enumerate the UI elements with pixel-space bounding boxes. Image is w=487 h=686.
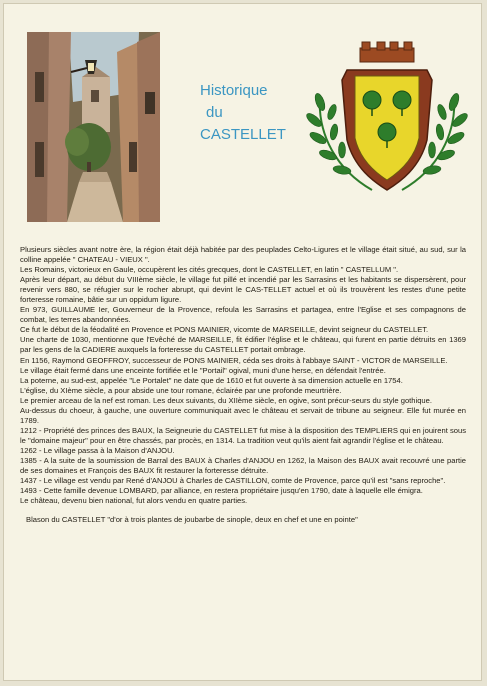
paragraph: 1493 - Cette famille devenue LOMBARD, par alliance, en restera propriétaire jusqu'en 1790, date à laquelle elle émigra. <box>20 486 423 496</box>
title-line-3: CASTELLET <box>200 126 286 143</box>
paragraph: Les Romains, victorieux en Gaule, occupèrent les cités grecques, dont le CASTELLET, en latin " CASTELLUM ". <box>20 265 399 275</box>
paragraph: 1437 - Le village est vendu par René d'ANJOU à Charles de CASTILLON, comte de Provence, parce qu'il est "sans reproche". <box>20 476 446 486</box>
paragraph: Plusieurs siècles avant notre ère, la région était déjà habitée par des peuplades Celto-Ligures et le village était situé, au sud, sur la colline appelée " CHATEAU - VIEUX ". <box>20 245 466 265</box>
postcard <box>3 3 482 681</box>
paragraph: L'église, du XIème siècle, a pour abside une tour romane, éclairée par une profonde meurtrière. <box>20 385 342 395</box>
paragraph: En 1156, Raymond GEOFFROY, successeur de PONS MAINIER, céda ses droits à l'abbaye SAINT - VICTOR de MARSEILLE. <box>20 355 448 365</box>
paragraph: 1212 - Propriété des princes des BAUX, la Seigneurie du CASTELLET fut mise à la disposition des TEMPLIERS qui en jouirent sous le "domaine majeur" pour en être chassés, par procès, en 1314. La tradition veut qu'ils aient fait agrandir l'église et le château. <box>20 425 466 445</box>
paragraph: Au-dessus du choeur, à gauche, une ouverture communiquait avec le château et servait de tribune au seigneur. Elle fut murée en 1789. <box>20 405 466 425</box>
blason-line: Blason du CASTELLET "d'or à trois plantes de joubarbe de sinople, deux en chef et une en pointe" <box>26 515 358 525</box>
coat-of-arms-icon <box>302 40 472 205</box>
paragraph: Le village était fermé dans une enceinte fortifiée et le "Portail" ogival, muni d'une herse, en défendait l'entrée. <box>20 365 386 375</box>
paragraph: 1385 - A la suite de la soumission de Barral des BAUX à Charles d'ANJOU en 1262, la Maison des BAUX avait recouvré une partie de ses domaines et François des BAUX fit restaurer la forteresse détruite. <box>20 455 466 476</box>
title-line-1: Historique <box>200 82 268 99</box>
paragraph: Après leur départ, au début du VIIIème siècle, le village fut pillé et incendié par les Sarrasins et les habitants se dispersèrent, pour revenir vers 880, se réfugier sur le rocher abrupt, qui devint le CAS-TELLET actuel et où ils trouvèrent les restes d'une petite forteresse romaine, bâtie sur un oppidum ligure. <box>20 275 466 305</box>
paragraph: Le château, devenu bien national, fut alors vendu en quatre parties. <box>20 496 248 506</box>
photo-illustration <box>27 32 160 222</box>
paragraph: Le premier arceau de la nef est roman. Les deux suivants, du XIIème siècle, en ogive, sont précur-seurs du style gothique. <box>20 395 432 405</box>
paragraph: Une charte de 1030, mentionne que l'Evêché de MARSEILLE, fit édifier l'église et le château, qui furent en partie détruits en 1369 par les gens de la CADIERE auxquels la forteresse du CASTELLET portait ombrage. <box>20 335 466 355</box>
paragraph: La poterne, au sud-est, appelée "Le Portalet" ne date que de 1610 et fut ouverte à sa dimension actuelle en 1754. <box>20 375 403 385</box>
history-text <box>20 245 466 525</box>
paragraph: Ce fut le début de la féodalité en Provence et PONS MAINIER, vicomte de MARSEILLE, devint seigneur du CASTELLET. <box>20 325 429 335</box>
paragraph: En 973, GUILLAUME Ier, Gouverneur de la Provence, refoula les Sarrasins et partagea, entre l'Eglise et ses compagnons de combat, les terres abandonnées. <box>20 305 466 325</box>
page-title <box>200 80 286 146</box>
village-street-photo <box>27 32 160 222</box>
title-line-2: du <box>206 104 223 121</box>
paragraph: 1262 - Le village passa à la Maison d'ANJOU. <box>20 445 175 455</box>
